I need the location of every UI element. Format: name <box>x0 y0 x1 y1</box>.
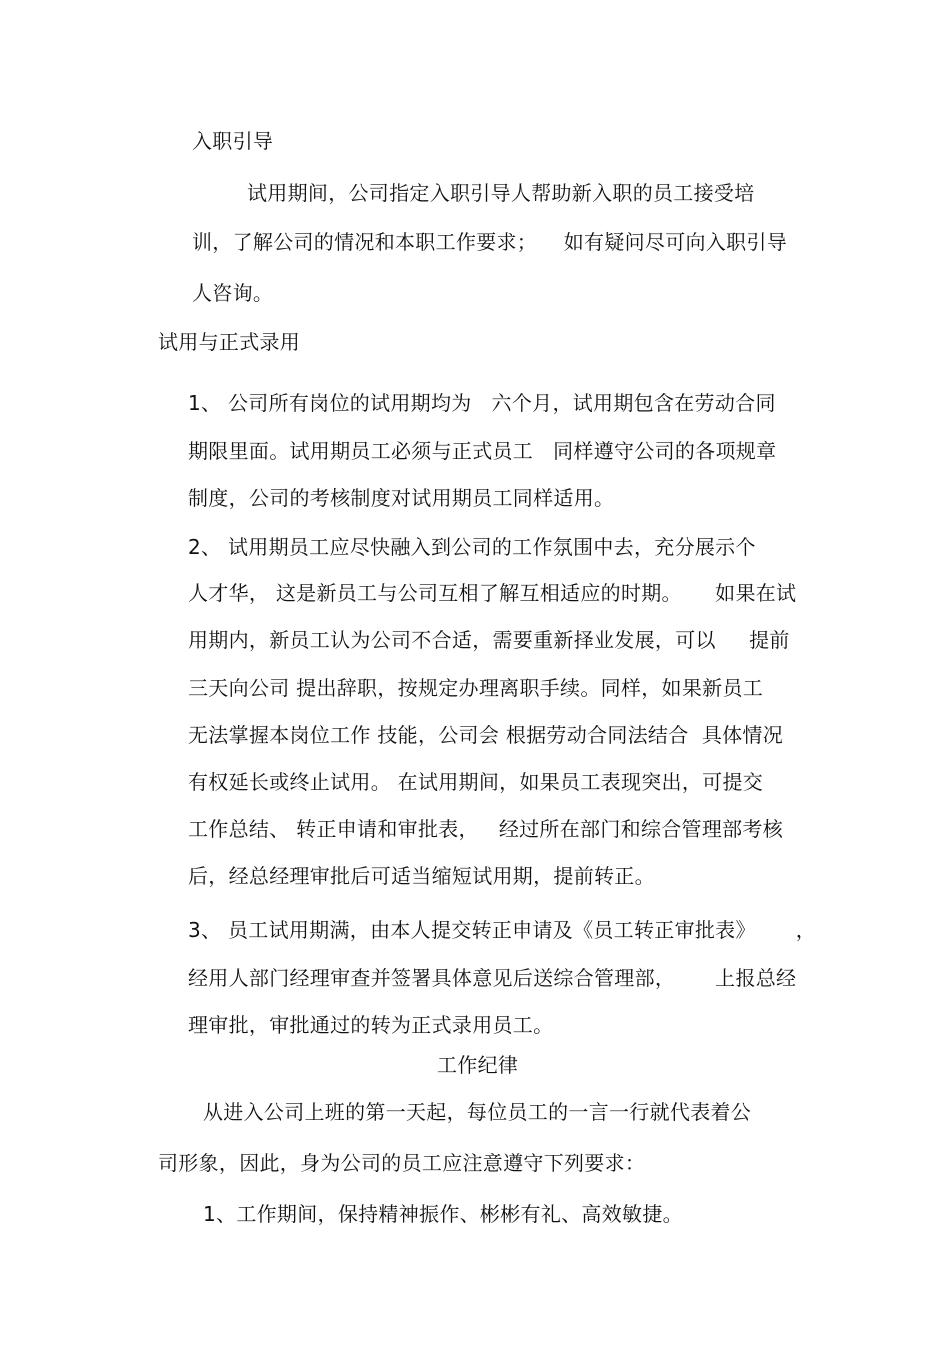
paragraph-line: 训，了解公司的情况和本职工作要求； 如有疑问尽可向入职引导 <box>192 230 788 254</box>
paragraph-line: 人咨询。 <box>192 281 274 305</box>
paragraph-line: 司形象，因此，身为公司的员工应注意遵守下列要求： <box>158 1151 646 1175</box>
list-item-line: 经用人部门经理审查并签署具体意见后送综合管理部， 上报总经 <box>188 966 797 990</box>
section-heading-discipline: 工作纪律 <box>437 1053 519 1077</box>
paragraph-line: 从进入公司上班的第一天起，每位员工的一言一行就代表着公 <box>203 1100 752 1124</box>
list-item-line: 制度，公司的考核制度对试用期员工同样适用。 <box>188 486 615 510</box>
list-item-line: 理审批，审批通过的转为正式录用员工。 <box>188 1013 554 1037</box>
list-item-line: 期限里面。试用期员工必须与正式员工 同样遵守公司的各项规章 <box>188 439 777 463</box>
list-item-line: 2、 试用期员工应尽快融入到公司的工作氛围中去，充分展示个 <box>188 535 756 559</box>
list-item-line: 后，经总经理审批后可适当缩短试用期，提前转正。 <box>188 864 655 888</box>
list-item-line: 工作总结、 转正申请和审批表， 经过所在部门和综合管理部考核 <box>188 817 784 841</box>
list-item-line: 人才华， 这是新员工与公司互相了解互相适应的时期。 如果在试 <box>188 581 797 605</box>
list-item-line: 1、 公司所有岗位的试用期均为 六个月，试用期包含在劳动合同 <box>188 391 776 415</box>
list-item-line: 三天向公司 提出辞职，按规定办理离职手续。同样，如果新员工 <box>188 676 764 700</box>
list-item-line: 1、工作期间，保持精神振作、彬彬有礼、高效敏捷。 <box>203 1202 683 1226</box>
list-item-line: 3、 员工试用期满，由本人提交转正申请及《员工转正审批表》 ， <box>188 918 817 942</box>
list-item-line: 无法掌握本岗位工作 技能，公司会 根据劳动合同法结合 具体情况 <box>188 723 784 747</box>
section-heading-onboarding: 入职引导 <box>192 129 274 153</box>
list-item-line: 用期内，新员工认为公司不合适，需要重新择业发展，可以 提前 <box>188 628 790 652</box>
section-heading-probation: 试用与正式录用 <box>158 330 301 354</box>
list-item-line: 有权延长或终止试用。 在试用期间，如果员工表现突出，可提交 <box>188 770 764 794</box>
paragraph-line: 试用期间，公司指定入职引导人帮助新入职的员工接受培 <box>247 181 755 205</box>
